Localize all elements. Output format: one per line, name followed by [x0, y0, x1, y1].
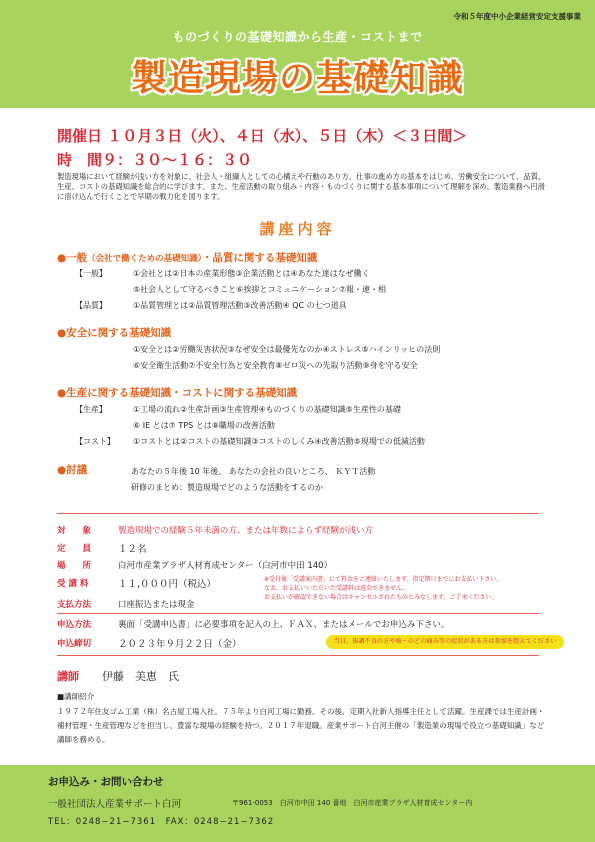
program-tag: 令和５年度中小企業経営安定支援事業 — [453, 12, 581, 21]
capacity-label: 定 員 — [57, 544, 92, 554]
category-general: 【一般】 — [75, 269, 107, 278]
target-label: 対 象 — [57, 526, 92, 536]
list-item: あなたの５年後 10 年後、 あなたの会社の良いところ、 ＫＹＴ活動 — [131, 467, 376, 476]
section-title-note: （会社で働くための基礎知識） — [87, 254, 202, 264]
list-item: ①会社とは②日本の産業形態③企業活動とは④あなた達はなぜ働く — [133, 269, 370, 278]
event-dates: 開催日 １０月３日（火）、４日（水）、５日（木）＜３日間＞ — [57, 127, 468, 145]
section-title-rest: ・品質に関する基礎知識 — [201, 252, 318, 264]
section-title: 一般 — [66, 252, 88, 264]
apply-value: 裏面「受講申込書」に必要事項を記入の上、ＦＡＸ、またはメールでお申込み下さい。 — [118, 620, 450, 630]
organization-name: 一般社団法人産業サポート白河 — [48, 799, 182, 810]
category-production: 【生産】 — [75, 405, 107, 414]
apply-label: 申込方法 — [57, 620, 92, 630]
list-item: ⑥安全衛生活動⑦不安全行為と安全教育⑧ゼロ災への先取り活動⑨身を守る安全 — [133, 361, 418, 370]
fee-note-line: なお、お支払いいただいた受講料は返金できません。 — [264, 585, 409, 592]
event-time: 時 間９：３０～１６：３０ — [57, 151, 253, 169]
divider — [57, 655, 539, 656]
lecturer-name: 伊藤 美恵 氏 — [102, 670, 179, 683]
list-item: ①安全とは②労働災害状況③なぜ安全は最優先なのか④ストレス⑤ハインリッヒの法則 — [133, 345, 441, 354]
page-title: 製造現場の基礎知識 — [130, 58, 464, 99]
payment-label: 支払方法 — [57, 600, 92, 610]
list-item: ⑥ IE とは⑦ TPS とは⑧職場の改善活動 — [133, 421, 275, 430]
contact-heading: お申込み・お問い合わせ — [48, 776, 164, 788]
footer-contact — [0, 765, 595, 842]
header-banner — [0, 0, 595, 108]
category-quality: 【品質】 — [75, 301, 107, 310]
bullet-icon: ● — [57, 252, 67, 264]
deadline-label: 申込締切 — [57, 639, 92, 649]
bullet-icon: ● — [57, 327, 67, 339]
lecturer-profile-heading: ■講師紹介 — [57, 692, 95, 701]
list-item: ①工場の流れ②生産計画③生産管理④ものづくりの基礎知識⑤生産性の基礎 — [133, 405, 401, 414]
venue-label: 場 所 — [57, 561, 92, 571]
lecturer-profile: １９７２年住友ゴム工業（株）名古屋工場入社。７５年より白河工場に勤務。その後、定期入社新人指導主任として活躍。生産課では生産計画・補材管理・生産管理などを担当し、豊富な現場の経験を持つ。２０１７年退職。産業サポート白河主催の「製造業の現場で役立つ基礎知識」など講師を務める。 — [57, 707, 545, 744]
section-production-cost — [57, 385, 297, 400]
divider — [57, 513, 539, 514]
section-title: 安全に関する基礎知識 — [66, 327, 172, 339]
courses-heading: 講座内容 — [259, 220, 336, 238]
divider — [57, 613, 539, 614]
payment-value: 口座振込または現金 — [118, 600, 195, 610]
section-discussion — [57, 462, 87, 477]
fee-note-line: お支払いが確認できない場合はキャンセルされたものとみなします。ご了承ください。 — [264, 594, 498, 601]
subtitle: ものづくりの基礎知識から生産・コストまで — [172, 30, 423, 44]
health-notice-badge: 当日、体調不良の方や咳・のどの痛み等の症状がある方は参加を控えてください — [326, 635, 564, 649]
section-safety — [57, 325, 171, 340]
fee-note-line: ※受付後「受講案内書」にて料金をご連絡いたします。指定期日までにお支払い下さい。 — [264, 576, 503, 583]
bullet-icon: ● — [57, 387, 67, 399]
fee-value: １１,０００円（税込） — [118, 579, 217, 590]
category-cost: 【コスト】 — [75, 437, 115, 446]
fee-note — [264, 575, 503, 602]
section-general-quality — [57, 250, 317, 265]
section-title: 討議 — [66, 464, 88, 476]
organization-address: 〒961-0053 白河市中田 140 番地 白河市産業プラザ人材育成センター内 — [232, 799, 473, 807]
list-item: ①コストとは②コストの基礎知識③コストのしくみ④改善活動⑤現場での低減活動 — [133, 437, 425, 446]
list-item: ⑤社会人として守るべきこと⑥挨拶とコミュニケーション⑦報・連・相 — [133, 285, 387, 294]
bullet-icon: ● — [57, 464, 67, 476]
list-item: ①品質管理とは②品質管理活動③改善活動④ QC の七つ道具 — [133, 301, 347, 310]
capacity-value: １２名 — [118, 544, 147, 555]
section-title: 生産に関する基礎知識・コストに関する基礎知識 — [66, 387, 298, 399]
lecturer-label: 講師 — [57, 670, 79, 683]
intro-text: 製造現場において経験が浅い方を対象に、社会人・組織人としての心構えや行動のあり方、仕事の進め方の基本をはじめ、労働安全について、品質、生産、コストの基礎知識を総合的に学びます。また、生産活動の取り組み・内容・ものづくりに関する基本事項について理解を深め、製造業務へ円滑に溶け込んで行くことで早期の戦力化を図ります。 — [57, 172, 546, 201]
deadline-value: ２０２３年９月２２日（金） — [118, 639, 242, 650]
tel-fax: TEL：0248−21−7361 FAX：0248−21−7362 — [48, 817, 275, 827]
target-value: 製造現場での経験５年未満の方、または年数によらず経験が浅い方 — [118, 526, 374, 536]
fee-label: 受 講 料 — [57, 579, 89, 589]
venue-value: 白河市産業プラザ人材育成センター（白河市中田 140） — [118, 561, 333, 571]
list-item: 研修のまとめ：製造現場でどのような活動をするのか — [131, 483, 323, 492]
